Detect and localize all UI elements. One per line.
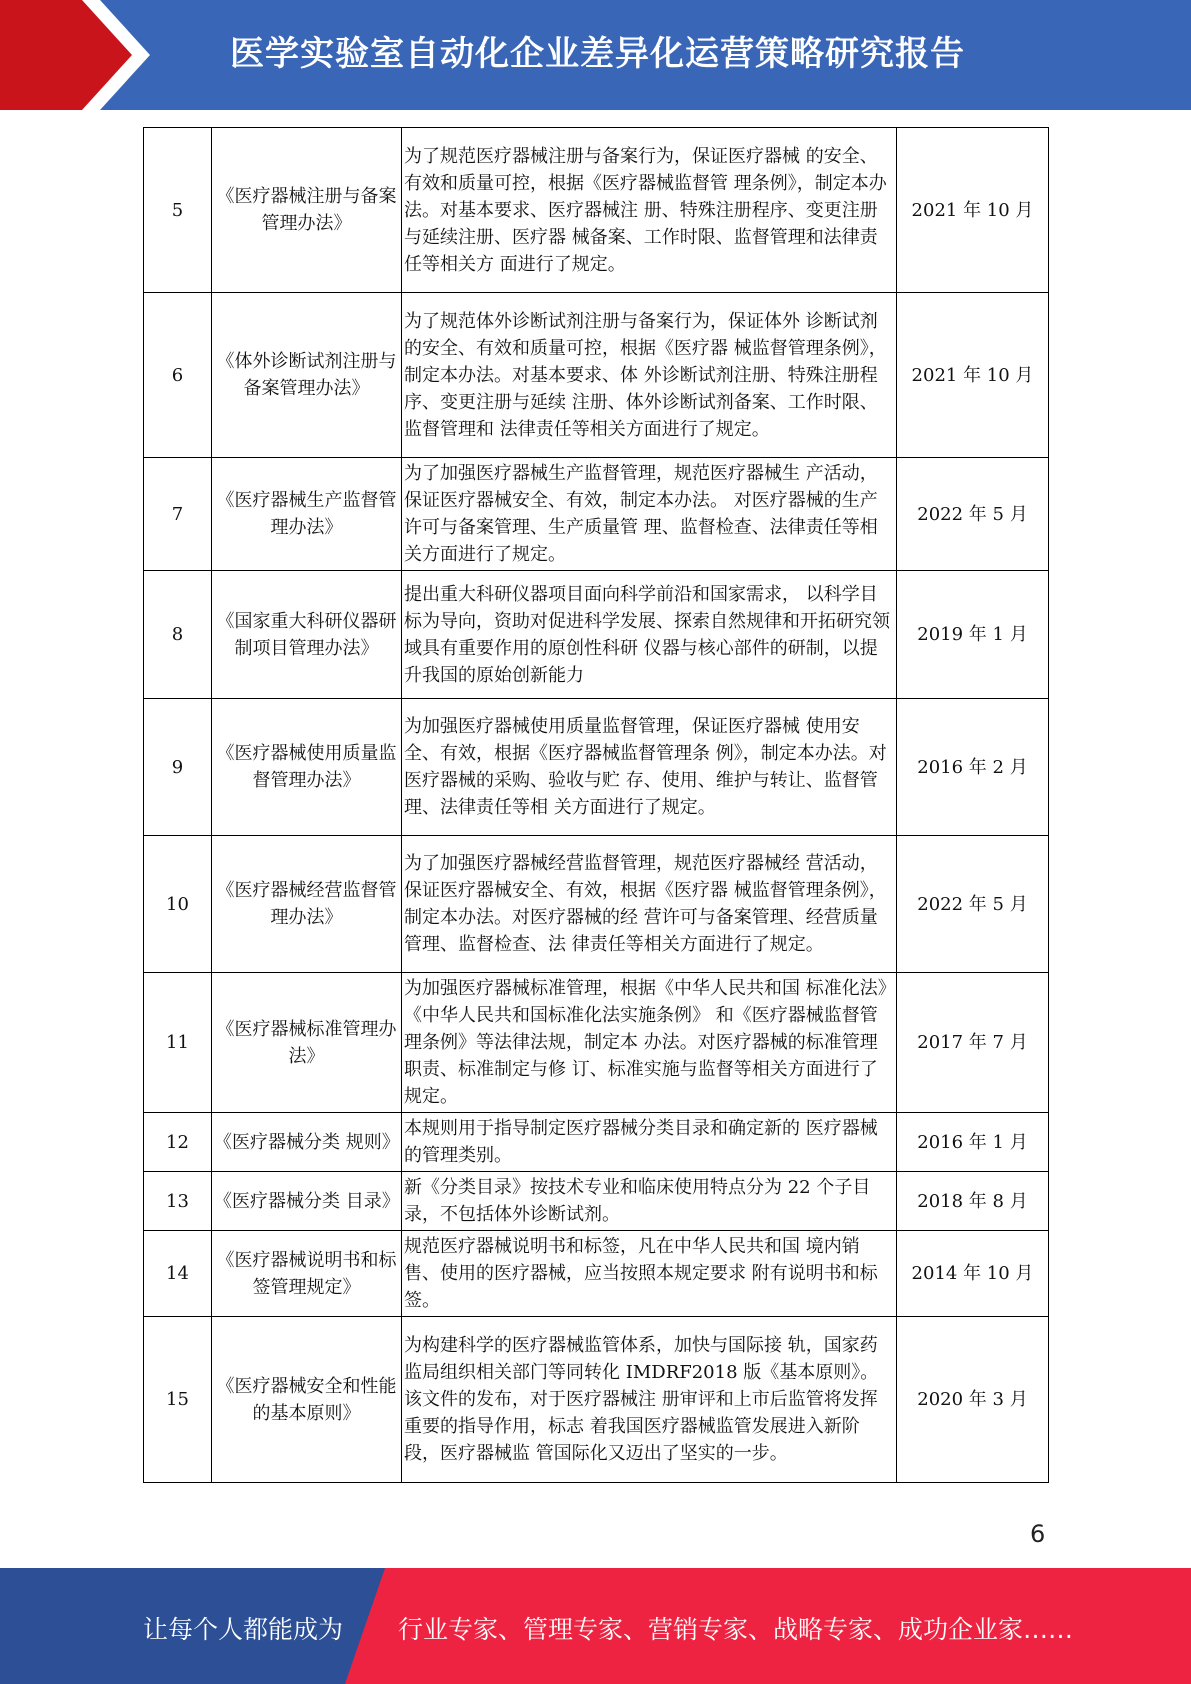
regulation-description: 本规则用于指导制定医疗器械分类目录和确定新的 医疗器械的管理类别。 <box>402 1113 897 1172</box>
row-number: 15 <box>144 1317 212 1483</box>
regulation-name: 《医疗器械说明书和标签管理规定》 <box>212 1231 402 1317</box>
table-row <box>144 571 1049 699</box>
regulation-name: 《医疗器械使用质量监督管理办法》 <box>212 699 402 836</box>
regulation-date: 2016 年 1 月 <box>897 1113 1049 1172</box>
regulation-description: 新《分类目录》按技术专业和临床使用特点分为 22 个子目录，不包括体外诊断试剂。 <box>402 1172 897 1231</box>
regulation-date: 2014 年 10 月 <box>897 1231 1049 1317</box>
regulation-date: 2020 年 3 月 <box>897 1317 1049 1483</box>
regulation-date: 2021 年 10 月 <box>897 293 1049 458</box>
footer-slogan-left: 让每个人都能成为 <box>143 1615 344 1644</box>
row-number: 11 <box>144 973 212 1113</box>
row-number: 7 <box>144 458 212 571</box>
row-number: 8 <box>144 571 212 699</box>
report-title: 医学实验室自动化企业差异化运营策略研究报告 <box>230 34 965 74</box>
page-header <box>0 0 1191 110</box>
page-number: 6 <box>1030 1520 1046 1548</box>
regulation-table <box>143 127 1049 1483</box>
row-number: 13 <box>144 1172 212 1231</box>
regulation-date: 2022 年 5 月 <box>897 458 1049 571</box>
regulation-name: 《医疗器械分类 目录》 <box>212 1172 402 1231</box>
regulation-description: 为了加强医疗器械经营监督管理，规范医疗器械经 营活动，保证医疗器械安全、有效，根据《医疗器 械监督管理条例》，制定本办法。对医疗器械的经 营许可与备案管理、经营质量管理、监督检查、法 律责任等相关方面进行了规定。 <box>402 836 897 973</box>
regulation-description: 为了规范体外诊断试剂注册与备案行为，保证体外 诊断试剂的安全、有效和质量可控，根据《医疗器 械监督管理条例》，制定本办法。对基本要求、体 外诊断试剂注册、特殊注册程序、变更注册与延续 注册、体外诊断试剂备案、工作时限、监督管理和 法律责任等相关方面进行了规定。 <box>402 293 897 458</box>
table-row <box>144 699 1049 836</box>
regulation-description: 提出重大科研仪器项目面向科学前沿和国家需求， 以科学目标为导向，资助对促进科学发展、探索自然规律和开拓研究领域具有重要作用的原创性科研 仪器与核心部件的研制，以提升我国的原始创新能力 <box>402 571 897 699</box>
row-number: 10 <box>144 836 212 973</box>
regulation-date: 2021 年 10 月 <box>897 128 1049 293</box>
table-row <box>144 293 1049 458</box>
regulation-date: 2018 年 8 月 <box>897 1172 1049 1231</box>
table-row <box>144 836 1049 973</box>
table-row <box>144 1113 1049 1172</box>
regulation-description: 为加强医疗器械标准管理，根据《中华人民共和国 标准化法》《中华人民共和国标准化法实施条例》 和《医疗器械监督管理条例》等法律法规，制定本 办法。对医疗器械的标准管理职责、标准制定与修 订、标准实施与监督等相关方面进行了规定。 <box>402 973 897 1113</box>
regulation-date: 2019 年 1 月 <box>897 571 1049 699</box>
regulation-date: 2016 年 2 月 <box>897 699 1049 836</box>
regulation-name: 《医疗器械分类 规则》 <box>212 1113 402 1172</box>
regulation-name: 《国家重大科研仪器研制项目管理办法》 <box>212 571 402 699</box>
regulation-name: 《体外诊断试剂注册与备案管理办法》 <box>212 293 402 458</box>
table-row <box>144 128 1049 293</box>
regulation-name: 《医疗器械注册与备案管理办法》 <box>212 128 402 293</box>
regulation-description: 规范医疗器械说明书和标签，凡在中华人民共和国 境内销售、使用的医疗器械，应当按照本规定要求 附有说明书和标签。 <box>402 1231 897 1317</box>
regulation-date: 2022 年 5 月 <box>897 836 1049 973</box>
regulation-description: 为构建科学的医疗器械监管体系，加快与国际接 轨，国家药监局组织相关部门等同转化 IMDRF2018 版《基本原则》。该文件的发布，对于医疗器械注 册审评和上市后监管将发挥重要的指导作用，标志 着我国医疗器械监管发展进入新阶段，医疗器械监 管国际化又迈出了坚实的一步。 <box>402 1317 897 1483</box>
footer-slogan-right: 行业专家、管理专家、营销专家、战略专家、成功企业家…… <box>398 1615 1074 1644</box>
regulation-description: 为加强医疗器械使用质量监督管理，保证医疗器械 使用安全、有效，根据《医疗器械监督管理条 例》，制定本办法。对医疗器械的采购、验收与贮 存、使用、维护与转让、监督管理、法律责任等相 关方面进行了规定。 <box>402 699 897 836</box>
regulation-name: 《医疗器械安全和性能的基本原则》 <box>212 1317 402 1483</box>
page-footer <box>0 1568 1191 1684</box>
table-row <box>144 458 1049 571</box>
regulation-name: 《医疗器械经营监督管理办法》 <box>212 836 402 973</box>
regulation-name: 《医疗器械生产监督管理办法》 <box>212 458 402 571</box>
regulation-description: 为了规范医疗器械注册与备案行为，保证医疗器械 的安全、有效和质量可控，根据《医疗器械监督管 理条例》，制定本办法。对基本要求、医疗器械注 册、特殊注册程序、变更注册与延续注册、医疗器 械备案、工作时限、监督管理和法律责任等相关方 面进行了规定。 <box>402 128 897 293</box>
regulation-name: 《医疗器械标准管理办法》 <box>212 973 402 1113</box>
row-number: 5 <box>144 128 212 293</box>
row-number: 14 <box>144 1231 212 1317</box>
regulation-date: 2017 年 7 月 <box>897 973 1049 1113</box>
row-number: 12 <box>144 1113 212 1172</box>
regulation-description: 为了加强医疗器械生产监督管理，规范医疗器械生 产活动，保证医疗器械安全、有效，制定本办法。 对医疗器械的生产许可与备案管理、生产质量管 理、监督检查、法律责任等相关方面进行了规定。 <box>402 458 897 571</box>
row-number: 9 <box>144 699 212 836</box>
row-number: 6 <box>144 293 212 458</box>
table-row <box>144 1231 1049 1317</box>
table-row <box>144 1172 1049 1231</box>
table-row <box>144 973 1049 1113</box>
table-row <box>144 1317 1049 1483</box>
